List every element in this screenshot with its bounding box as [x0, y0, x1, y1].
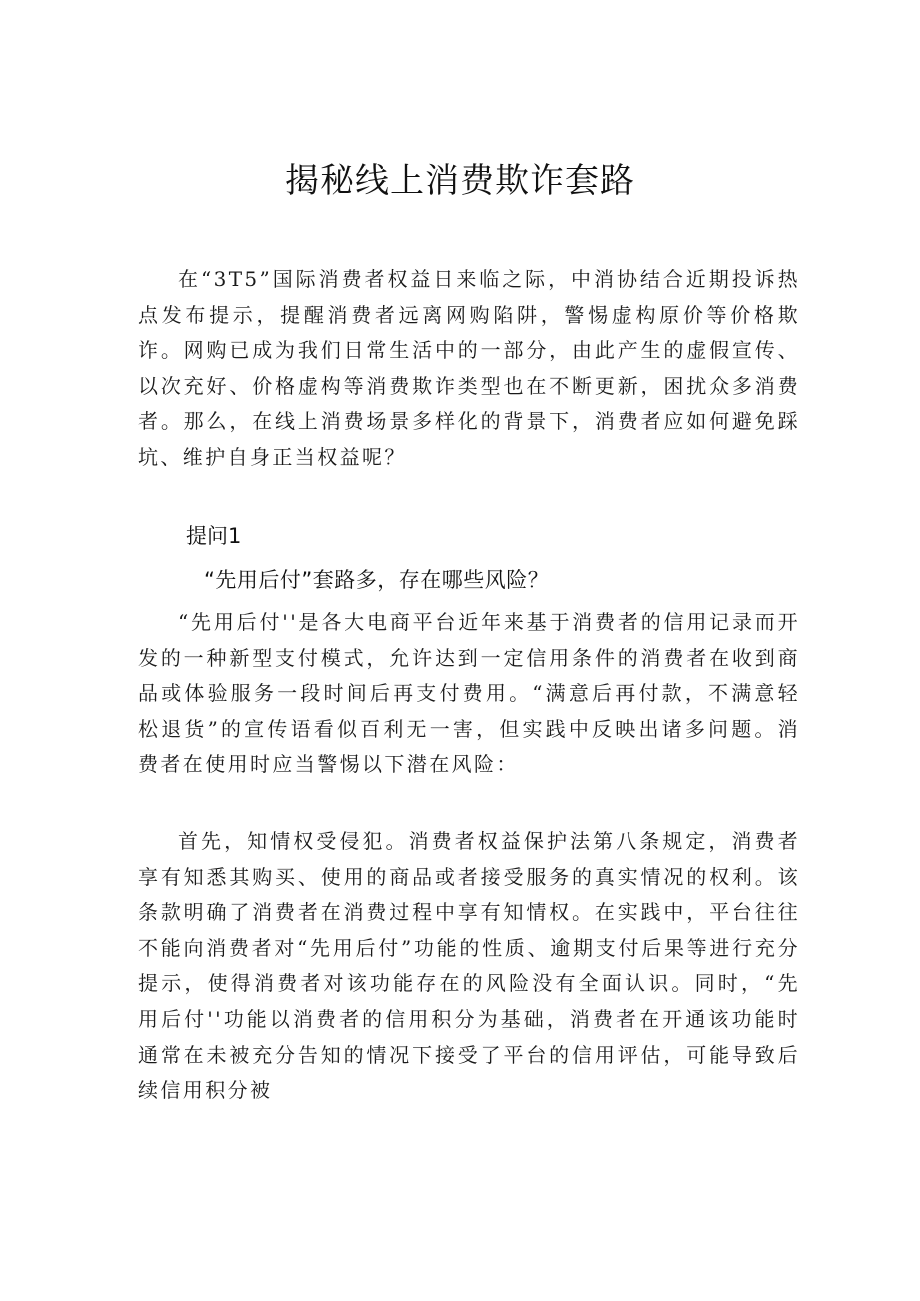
- document-title: 揭秘线上消费欺诈套路: [285, 161, 635, 201]
- paragraph-right-to-know: 首先，知情权受侵犯。消费者权益保护法第八条规定，消费者享有知悉其购买、使用的商品或者接受服务的真实情况的权利。该条款明确了消费者在消费过程中享有知情权。在实践中，平台往往不能向消费者对“先用后付”功能的性质、逾期支付后果等进行充分提示，使得消费者对该功能存在的风险没有全面认识。同时，“先用后付''功能以消费者的信用积分为基础，消费者在开通该功能时通常在未被充分告知的情况下接受了平台的信用评估，可能导致后续信用积分被: [138, 829, 800, 1103]
- question-label: 提问1: [186, 524, 242, 548]
- paragraph-bnpl-intro: “先用后付''是各大电商平台近年来基于消费者的信用记录而开发的一种新型支付模式，允许达到一定信用条件的消费者在收到商品或体验服务一段时间后再支付费用。“满意后再付款，不满意轻松退货”的宣传语看似百利无一害，但实践中反映出诸多问题。消费者在使用时应当警惕以下潜在风险：: [138, 610, 800, 777]
- intro-paragraph: 在“3T5”国际消费者权益日来临之际，中消协结合近期投诉热点发布提示，提醒消费者远离网购陷阱，警惕虚构原价等价格欺诈。网购已成为我们日常生活中的一部分，由此产生的虚假宣传、以次充好、价格虚构等消费欺诈类型也在不断更新，困扰众多消费者。那么，在线上消费场景多样化的背景下，消费者应如何避免踩坑、维护自身正当权益呢？: [138, 267, 800, 469]
- question-title: “先用后付”套路多，存在哪些风险？: [204, 568, 550, 592]
